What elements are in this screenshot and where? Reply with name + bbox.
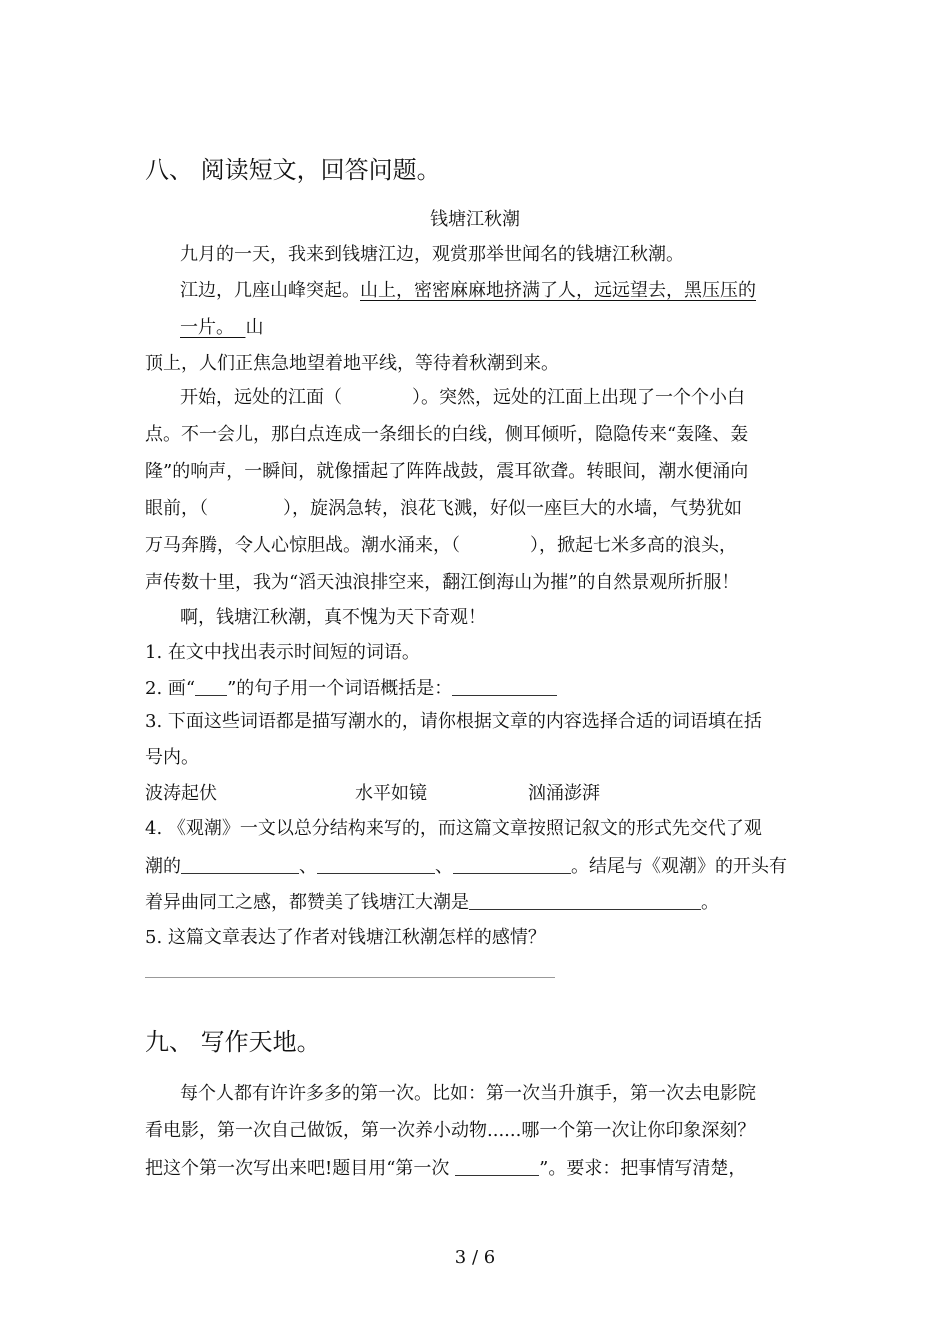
q5-answer-line[interactable]: [145, 977, 555, 978]
passage-paragraph-3-line-5: [145, 537, 737, 555]
passage-paragraph-2-end: 顶上，人们正焦急地望着地平线，等待着秋潮到来。: [145, 353, 559, 374]
l3-a: 把这个第一次写出来吧!题目用“第一次: [145, 1158, 456, 1179]
passage-paragraph-3-line-3: 隆”的响声，一瞬间，就像擂起了阵阵战鼓，震耳欲聋。转眼间，潮水便涌向: [145, 461, 749, 482]
passage-paragraph-4: 啊，钱塘江秋潮，真不愧为天下奇观！: [180, 607, 486, 628]
p3-a1: 开始，远处的江面（: [180, 387, 342, 408]
word-option-1: 波涛起伏: [145, 783, 217, 804]
question-4-line-3: [145, 893, 719, 912]
q4-sep2: 、: [435, 856, 453, 877]
passage-paragraph-2: [180, 282, 756, 300]
q4-blank-1[interactable]: [181, 857, 299, 874]
q4-c1: 着异曲同工之感，都赞美了钱塘江大潮是: [145, 892, 469, 913]
q4-b2: 。结尾与《观潮》的开头有: [571, 856, 787, 877]
q4-blank-4[interactable]: [469, 893, 701, 910]
q4-blank-3[interactable]: [453, 857, 571, 874]
passage-paragraph-1: 九月的一天，我来到钱塘江边，观赏那举世闻名的钱塘江秋潮。: [180, 244, 684, 265]
question-3: 3. 下面这些词语都是描写潮水的，请你根据文章的内容选择合适的词语填在括: [145, 711, 762, 732]
l3-b: ”。要求：把事情写清楚，: [539, 1158, 747, 1179]
question-4: 4. 《观潮》一文以总分结构来写的，而这篇文章按照记叙文的形式先交代了观: [145, 818, 762, 839]
p3-e1: 万马奔腾，令人心惊胆战。潮水涌来，（: [145, 535, 460, 556]
q4-blank-2[interactable]: [317, 857, 435, 874]
passage-paragraph-2-cont: [180, 319, 263, 337]
word-option-2: 水平如镜: [355, 783, 427, 804]
question-5: 5. 这篇文章表达了作者对钱塘江秋潮怎样的感情？: [145, 927, 546, 948]
p3-d2: ），旋涡急转，浪花飞溅，好似一座巨大的水墙，气势犹如: [283, 498, 742, 519]
q4-b1: 潮的: [145, 856, 181, 877]
writing-prompt-line-2: 看电影，第一次自己做饭，第一次养小动物......哪一个第一次让你印象深刻？: [145, 1120, 756, 1141]
q2-a: 2. 画“: [145, 678, 196, 699]
q4-sep1: 、: [299, 856, 317, 877]
section8-heading: 八、 阅读短文，回答问题。: [145, 156, 441, 184]
p3-d1: 眼前，（: [145, 498, 208, 519]
q2-answer-blank[interactable]: [452, 679, 557, 696]
writing-prompt-line-3: [145, 1159, 746, 1178]
question-3-cont: 号内。: [145, 747, 199, 768]
p2-underlined-end: 一片。: [180, 317, 234, 338]
passage-paragraph-3-line-1: [180, 389, 745, 407]
question-1: 1. 在文中找出表示时间短的词语。: [145, 642, 420, 663]
q4-c2: 。: [701, 892, 719, 913]
p2-text: 江边，几座山峰突起。: [180, 280, 360, 301]
q2-b: ”的句子用一个词语概括是：: [227, 678, 453, 699]
p3-a2: ）。突然，远处的江面上出现了一个个小白: [412, 387, 745, 408]
p2-underlined-sentence: 山上，密密麻麻地挤满了人，远远望去，黑压压的: [360, 280, 756, 301]
p2-underline-tail: [234, 317, 245, 338]
p2-text-b: 山: [245, 317, 264, 338]
question-2: [145, 679, 557, 698]
passage-paragraph-3-line-6: 声传数十里，我为“滔天浊浪排空来，翻江倒海山为摧”的自然景观所折服！: [145, 572, 740, 593]
writing-prompt-line-1: 每个人都有许许多多的第一次。比如：第一次当升旗手，第一次去电影院: [180, 1083, 756, 1104]
section9-heading: 九、 写作天地。: [145, 1028, 321, 1056]
p3-e2: ），掀起七米多高的浪头，: [530, 535, 737, 556]
passage-paragraph-3-line-4: [145, 500, 742, 518]
page-number: 3 / 6: [454, 1247, 496, 1268]
word-option-3: 汹涌澎湃: [528, 783, 600, 804]
passage-title: 钱塘江秋潮: [430, 209, 520, 230]
q2-underline-sample: [195, 679, 227, 696]
title-blank[interactable]: [455, 1159, 539, 1176]
question-4-line-2: [145, 857, 787, 876]
passage-paragraph-3-line-2: 点。不一会儿，那白点连成一条细长的白线，侧耳倾听，隐隐传来“轰隆、轰: [145, 424, 749, 445]
